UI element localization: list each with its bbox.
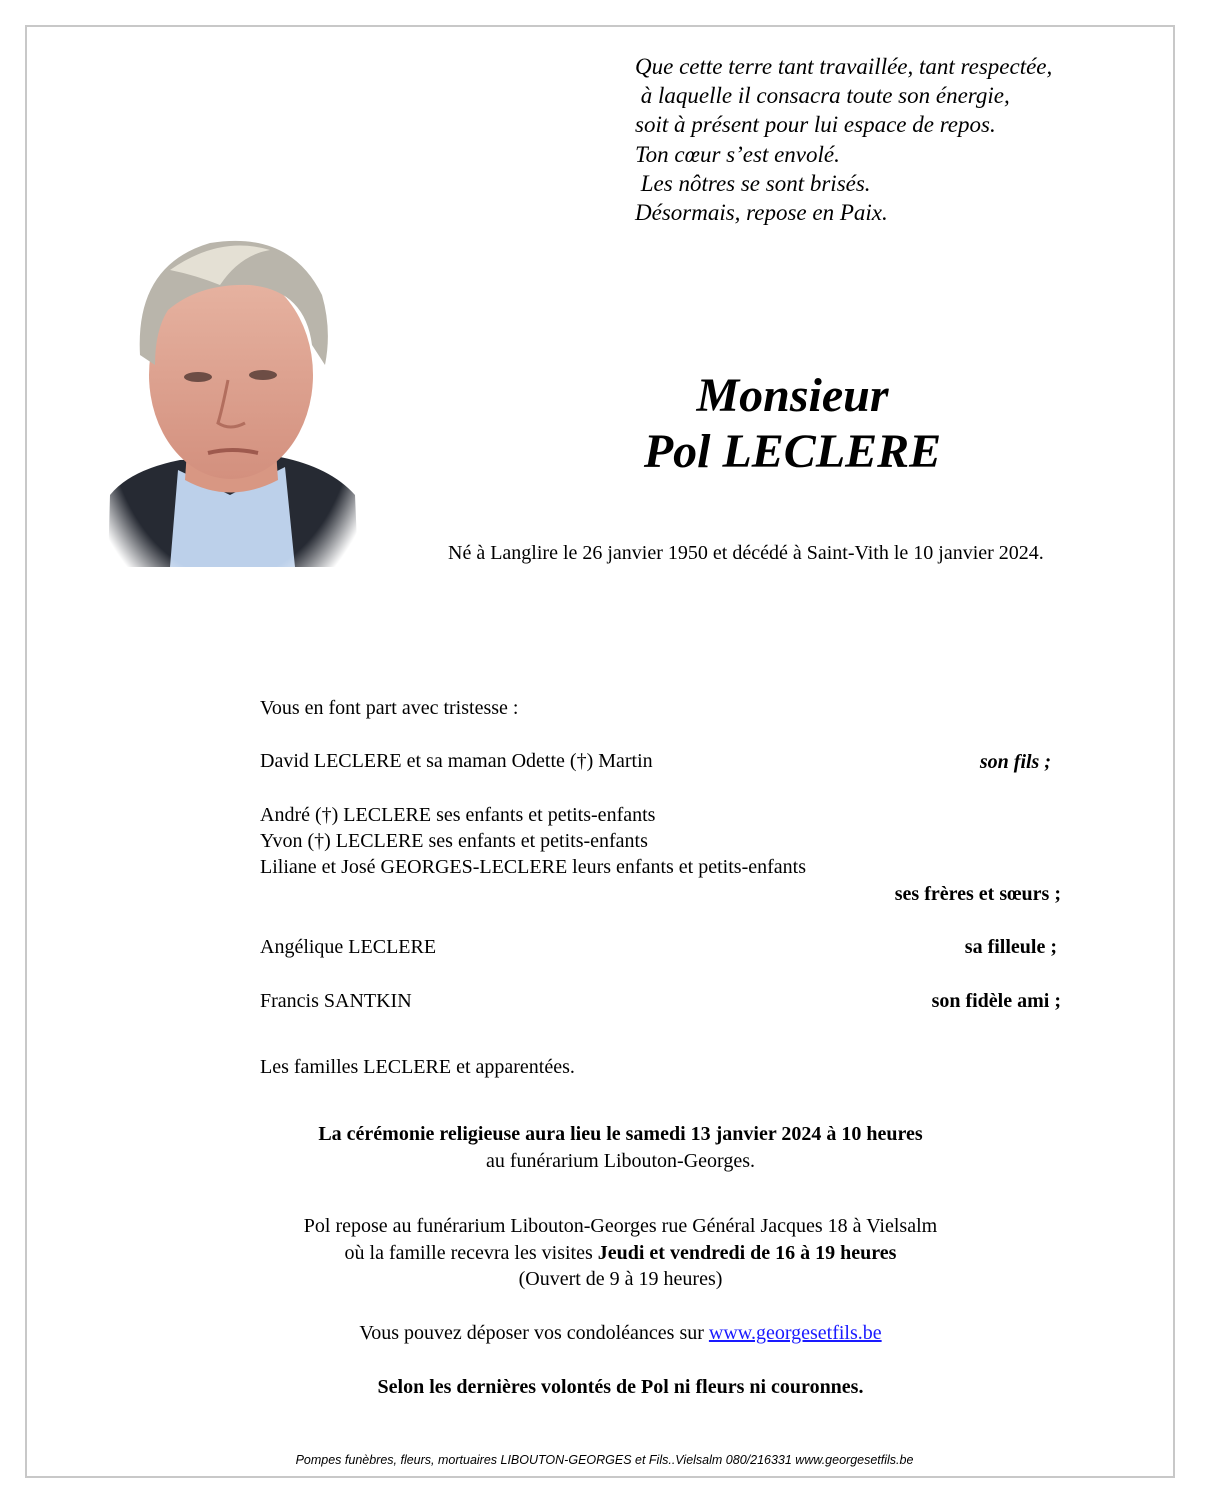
- ceremony-location: au funérarium Libouton-Georges.: [486, 1150, 755, 1172]
- sibling-line: Yvon (†) LECLERE ses enfants et petits-enfants: [260, 830, 648, 852]
- goddaughter-name: Angélique LECLERE: [260, 936, 437, 958]
- poem-line: soit à présent pour lui espace de repos.: [635, 112, 996, 138]
- portrait-photo: [100, 195, 362, 567]
- goddaughter-relation: sa filleule ;: [964, 936, 1057, 958]
- poem: [635, 52, 1052, 227]
- deceased-name: Pol LECLERE: [643, 425, 942, 478]
- friend-relation: son fidèle ami ;: [931, 990, 1061, 1012]
- poem-line: Que cette terre tant travaillée, tant respectée,: [635, 54, 1053, 79]
- son-relation: son fils ;: [979, 751, 1051, 773]
- visit-location: Pol repose au funérarium Libouton-Georges rue Général Jacques 18 à Vielsalm: [303, 1215, 938, 1237]
- ceremony-line: La cérémonie religieuse aura lieu le samedi 13 janvier 2024 à 10 heures: [318, 1123, 923, 1145]
- condolences-line: [0, 1322, 1213, 1345]
- footer-credit: Pompes funèbres, fleurs, mortuaires LIBOUTON-GEORGES et Fils..Vielsalm 080/216331 www.georgesetfils.be: [295, 1453, 914, 1467]
- poem-line: à laquelle il consacra toute son énergie,: [635, 83, 1010, 109]
- poem-line: Désormais, repose en Paix.: [635, 200, 888, 226]
- friend-name: Francis SANTKIN: [260, 990, 412, 1012]
- sibling-line: André (†) LECLERE ses enfants et petits-enfants: [260, 804, 656, 826]
- sibling-line: Liliane et José GEORGES-LECLERE leurs enfants et petits-enfants: [260, 856, 806, 878]
- title-honorific: Monsieur: [696, 369, 889, 422]
- poem-line: Les nôtres se sont brisés.: [635, 170, 871, 196]
- last-wishes: Selon les dernières volontés de Pol ni fleurs ni couronnes.: [377, 1376, 864, 1398]
- deceased-title: [600, 368, 985, 480]
- condolences-prefix: Vous pouvez déposer vos condoléances sur: [359, 1322, 709, 1344]
- birth-death-line: Né à Langlire le 26 janvier 1950 et décédé à Saint-Vith le 10 janvier 2024.: [448, 542, 1044, 564]
- opening-hours: (Ouvert de 9 à 19 heures): [518, 1268, 723, 1290]
- siblings-relation: ses frères et sœurs ;: [894, 883, 1061, 905]
- announcement-intro: Vous en font part avec tristesse :: [260, 697, 519, 719]
- condolences-link[interactable]: www.georgesetfils.be: [708, 1322, 882, 1344]
- portrait-illustration: [100, 195, 362, 567]
- families-line: Les familles LECLERE et apparentées.: [260, 1056, 575, 1078]
- son-name: David LECLERE et sa maman Odette (†) Martin: [260, 750, 653, 772]
- visit-hours-line: [0, 1242, 1213, 1265]
- poem-line: Ton cœur s’est envolé.: [635, 141, 840, 167]
- visit-hours-prefix: où la famille recevra les visites: [344, 1242, 598, 1264]
- visit-hours: Jeudi et vendredi de 16 à 19 heures: [597, 1242, 897, 1264]
